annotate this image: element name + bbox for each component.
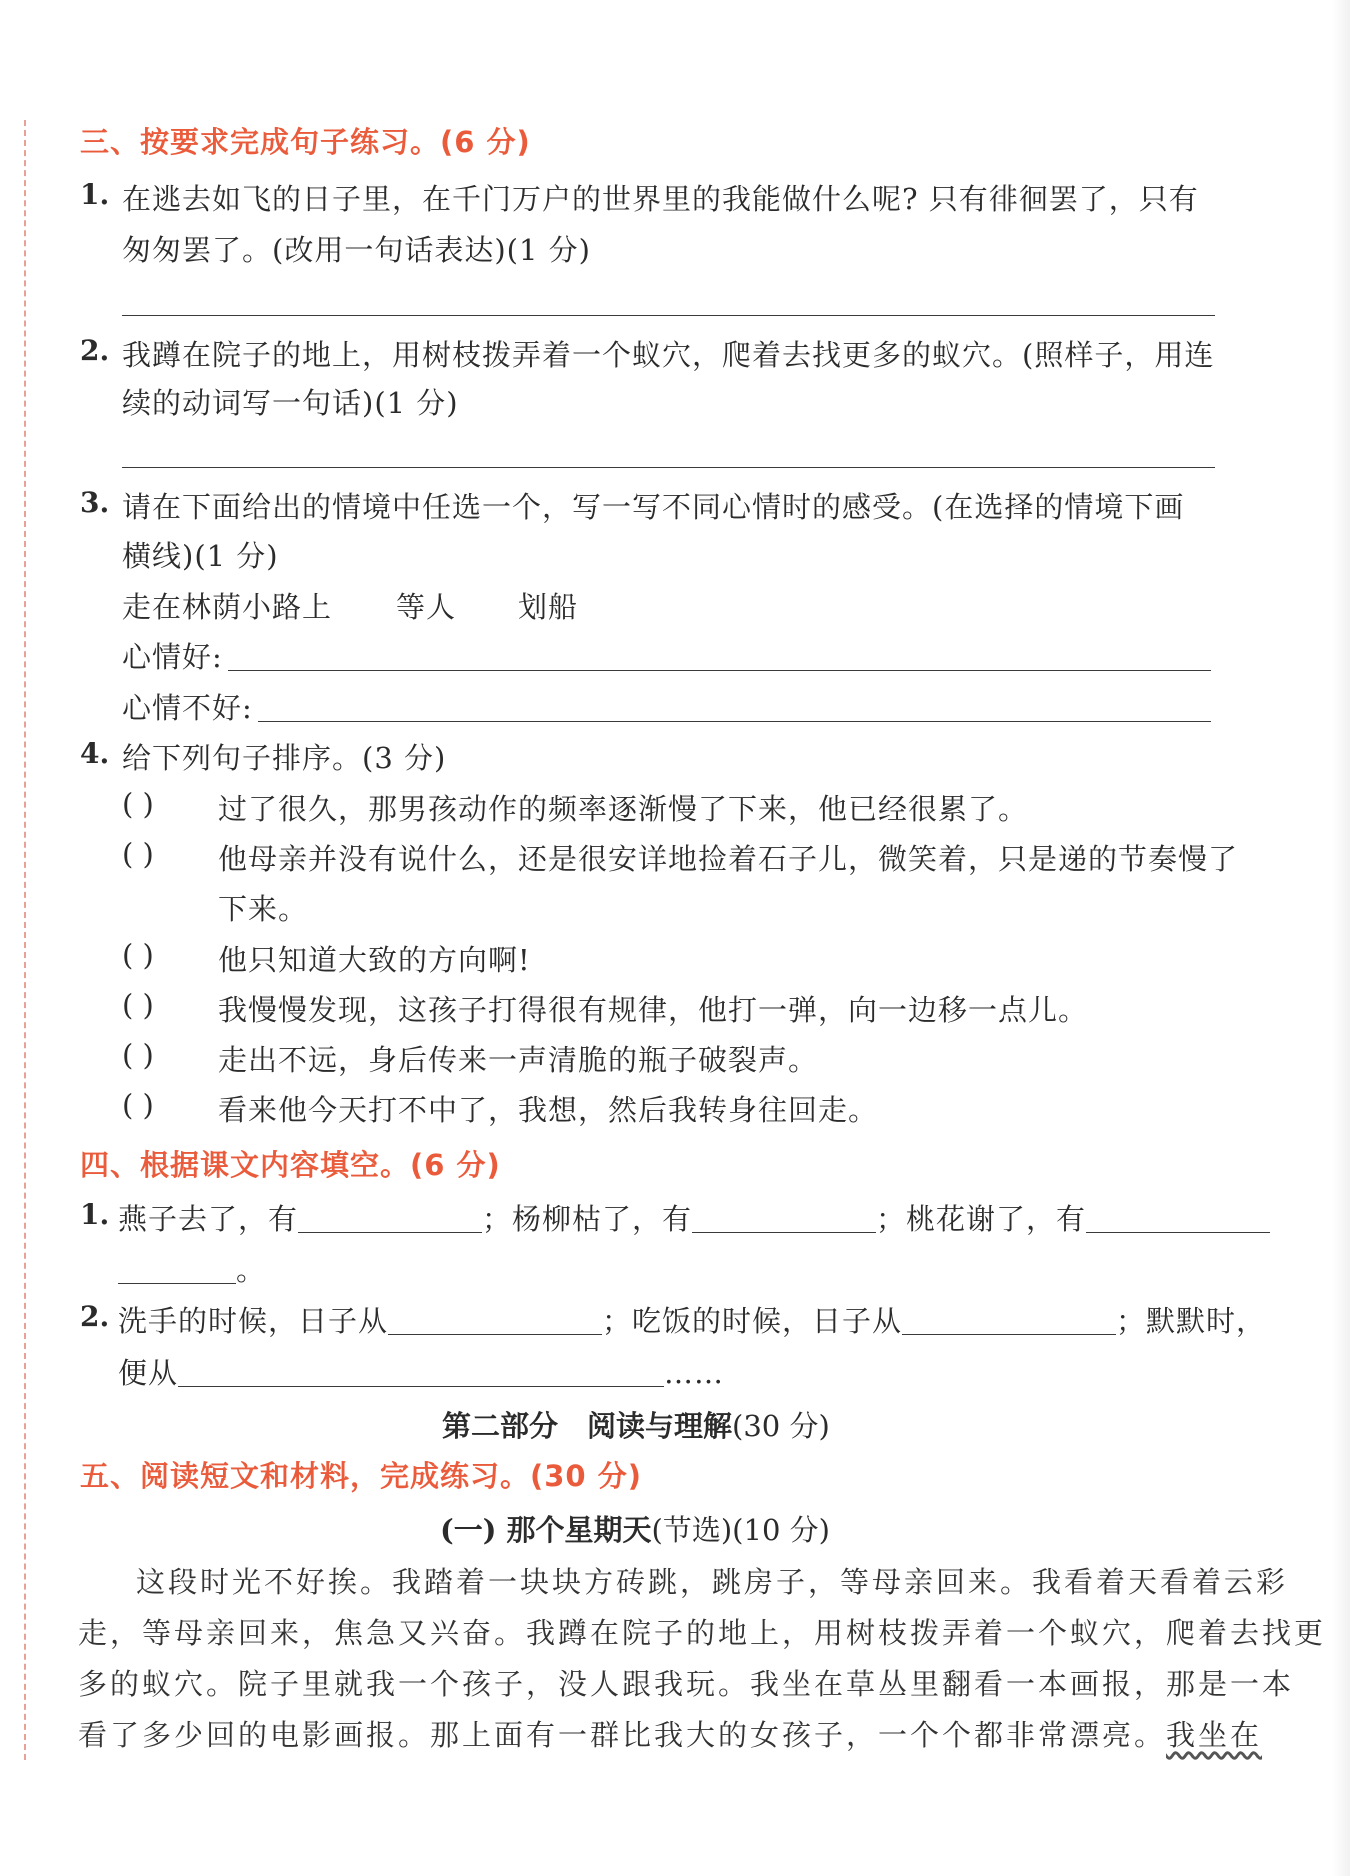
s4-q1-sentence: [118, 1197, 1270, 1238]
q2-number: 2.: [80, 334, 110, 367]
s4-q2-blank-3[interactable]: [178, 1358, 664, 1387]
q4-item-1: 过了很久，那男孩动作的频率逐渐慢了下来，他已经很累了。: [218, 792, 1029, 826]
q4-order-box-5[interactable]: ( ): [122, 1038, 154, 1072]
q4-item-5: 走出不远，身后传来一声清脆的瓶子破裂声。: [218, 1043, 819, 1077]
q3-number: 3.: [80, 486, 110, 519]
q3-good-mood-line[interactable]: [228, 670, 1211, 671]
q4-order-box-1[interactable]: ( ): [122, 787, 154, 821]
q4-order-box-2[interactable]: ( ): [122, 837, 154, 871]
s4-q1-number: 1.: [80, 1198, 110, 1231]
q4-order-box-4[interactable]: ( ): [122, 988, 154, 1022]
s4-q2-number: 2.: [80, 1300, 110, 1333]
q1-line1: 在逃去如飞的日子里，在千门万户的世界里的我能做什么呢? 只有徘徊罢了，只有: [122, 182, 1199, 216]
section-3-heading: 三、按要求完成句子练习。(6 分): [80, 125, 531, 159]
s4-q1-part1: 燕子去了，有: [118, 1202, 299, 1236]
q4-item-2: 他母亲并没有说什么，还是很安详地捡着石子儿，微笑着，只是递的节奏慢了: [218, 842, 1239, 876]
q4-item-4: 我慢慢发现，这孩子打得很有规律，他打一弹，向一边移一点儿。: [218, 993, 1089, 1027]
q3-option-1[interactable]: 走在林荫小路上: [122, 590, 333, 624]
passage-title: [440, 1508, 830, 1549]
part-2-title-text: 第二部分 阅读与理解: [442, 1409, 733, 1443]
q3-option-3[interactable]: 划船: [518, 590, 579, 624]
s4-q1-continued: [118, 1248, 266, 1289]
q2-line2: 续的动词写一句话)(1 分): [122, 386, 459, 420]
binding-margin-line: [24, 120, 26, 1760]
passage-line-4-text: 看了多少回的电影画报。那上面有一群比我大的女孩子，一个个都非常漂亮。: [78, 1718, 1167, 1752]
s4-q1-blank-3[interactable]: [1086, 1204, 1270, 1233]
q3-good-mood-label: 心情好:: [122, 640, 223, 674]
q4-item-6: 看来他今天打不中了，我想，然后我转身往回走。: [218, 1093, 879, 1127]
s4-q1-blank-2[interactable]: [692, 1204, 876, 1233]
page-edge-shadow: [1332, 0, 1350, 1876]
passage-underlined-phrase: 我坐在: [1166, 1718, 1263, 1752]
s4-q2-part4: 便从: [118, 1356, 179, 1390]
s4-q2-sentence: [118, 1299, 1266, 1340]
s4-q2-continued: [118, 1351, 724, 1392]
s4-q1-blank-4[interactable]: [118, 1255, 236, 1284]
q3-option-2[interactable]: 等人: [396, 590, 457, 624]
part-2-title: [442, 1404, 830, 1445]
s4-q2-end: ……: [664, 1356, 725, 1390]
q1-number: 1.: [80, 178, 110, 211]
s4-q1-end: 。: [236, 1253, 267, 1287]
s4-q2-blank-1[interactable]: [388, 1306, 602, 1335]
s4-q2-part2: ；吃饭的时候，日子从: [602, 1304, 903, 1338]
passage-line-1: 这段时光不好挨。我踏着一块块方砖跳，跳房子，等母亲回来。我看着天看着云彩: [136, 1565, 1289, 1599]
q1-line2: 匆匆罢了。(改用一句话表达)(1 分): [122, 233, 591, 267]
s4-q2-part3: ；默默时，: [1116, 1304, 1267, 1338]
q4-item-3: 他只知道大致的方向啊!: [218, 943, 531, 977]
q4-number: 4.: [80, 737, 110, 770]
s4-q2-blank-2[interactable]: [902, 1306, 1116, 1335]
q4-order-box-3[interactable]: ( ): [122, 938, 154, 972]
passage-line-2: 走，等母亲回来，焦急又兴奋。我蹲在院子的地上，用树枝拨弄着一个蚁穴，爬着去找更: [78, 1616, 1327, 1650]
part-2-score: (30 分): [732, 1409, 830, 1443]
passage-line-4: [78, 1713, 1262, 1754]
q3-line2: 横线)(1 分): [122, 539, 279, 573]
s4-q1-part2: ；杨柳枯了，有: [482, 1202, 693, 1236]
passage-title-note: (节选)(10 分): [651, 1513, 830, 1547]
q4-title: 给下列句子排序。(3 分): [122, 741, 447, 775]
q3-bad-mood-label: 心情不好:: [122, 691, 253, 725]
q4-order-box-6[interactable]: ( ): [122, 1088, 154, 1122]
s4-q1-blank-1[interactable]: [298, 1204, 482, 1233]
q2-answer-line[interactable]: [122, 467, 1215, 468]
q2-line1: 我蹲在院子的地上，用树枝拨弄着一个蚁穴，爬着去找更多的蚁穴。(照样子，用连: [122, 338, 1215, 372]
section-5-heading: 五、阅读短文和材料，完成练习。(30 分): [80, 1459, 642, 1493]
q1-answer-line[interactable]: [122, 315, 1215, 316]
q3-bad-mood-line[interactable]: [258, 721, 1211, 722]
passage-line-3: 多的蚁穴。院子里就我一个孩子，没人跟我玩。我坐在草丛里翻看一本画报，那是一本: [78, 1667, 1295, 1701]
s4-q1-part3: ；桃花谢了，有: [876, 1202, 1087, 1236]
s4-q2-part1: 洗手的时候，日子从: [118, 1304, 389, 1338]
q3-line1: 请在下面给出的情境中任选一个，写一写不同心情时的感受。(在选择的情境下画: [122, 490, 1185, 524]
section-4-heading: 四、根据课文内容填空。(6 分): [80, 1148, 501, 1182]
passage-title-text: (一) 那个星期天: [440, 1513, 652, 1547]
q4-item-2-continued: 下来。: [218, 892, 309, 926]
